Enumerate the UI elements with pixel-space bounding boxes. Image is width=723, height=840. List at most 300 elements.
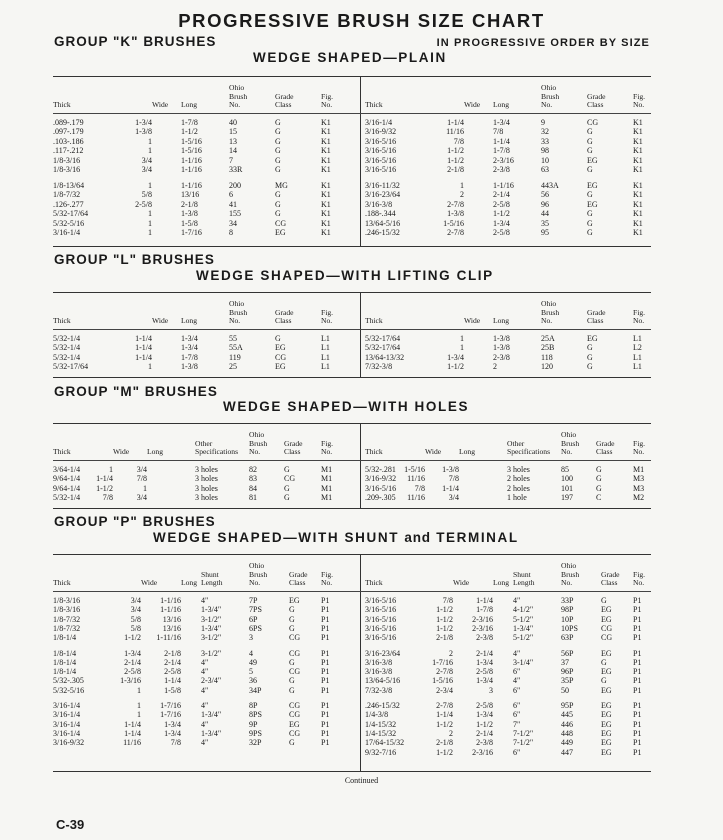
table-cell: 4": [201, 719, 209, 729]
table-cell: G: [289, 605, 295, 615]
column-header: Other Specifications: [195, 438, 239, 457]
table-cell: 1-3/4: [164, 728, 181, 738]
table-cell: P1: [633, 719, 642, 729]
table-cell: M1: [321, 483, 333, 493]
column-divider: [360, 293, 361, 377]
table-cell: 2-3/4": [201, 676, 222, 686]
table-cell: 1-5/16: [181, 146, 202, 156]
table-cell: K1: [321, 118, 331, 127]
table-cell: G: [284, 465, 290, 474]
table-cell: 4": [201, 657, 209, 667]
page-title: PROGRESSIVE BRUSH SIZE CHART: [178, 10, 545, 31]
table-cell: 1-3/4: [493, 118, 510, 127]
table-cell: 1-3/4: [164, 719, 181, 729]
table-cell: K1: [321, 155, 331, 165]
table-cell: 5/32-1/4: [53, 334, 81, 343]
table-cell: 7/8: [448, 474, 459, 484]
table-cell: K1: [633, 118, 643, 127]
group-p-subheading-and: and: [404, 530, 431, 545]
table-cell: L1: [321, 334, 330, 343]
table-cell: 1-3/8: [181, 209, 198, 219]
table-cell: 1/8-1/4: [53, 657, 77, 667]
table-cell: P1: [321, 605, 330, 615]
table-cell: 15: [229, 127, 237, 137]
group-p-heading: GROUP "P" BRUSHES: [54, 514, 216, 529]
table-cell: 1-3/4: [447, 352, 464, 362]
table-cell: CG: [284, 474, 296, 484]
table-cell: K1: [633, 209, 643, 219]
table-cell: EG: [601, 605, 612, 615]
table-cell: 2-5/8: [493, 199, 510, 209]
table-cell: 2-5/8: [164, 667, 181, 677]
table-cell: 13/16: [181, 190, 200, 200]
column-header: Wide: [464, 100, 481, 110]
table-cell: 3/4: [130, 605, 141, 615]
table-cell: P1: [321, 623, 330, 633]
table-cell: EG: [289, 596, 300, 605]
table-cell: K1: [321, 165, 331, 174]
table-cell: 1-1/4: [476, 596, 493, 605]
table-cell: K1: [633, 227, 643, 237]
column-header: Grade Class: [596, 438, 615, 457]
column-header: Ohio Brush No.: [249, 561, 268, 588]
table-cell: .246-15/32: [365, 227, 400, 237]
table-cell: G: [601, 676, 607, 686]
table-cell: 1/8-3/16: [53, 596, 81, 605]
table-cell: 101: [561, 483, 573, 493]
table-cell: P1: [633, 657, 642, 667]
table-cell: L1: [633, 352, 642, 362]
table-cell: CG: [289, 648, 301, 658]
table-cell: 445: [561, 710, 573, 720]
table-cell: 14: [229, 146, 237, 156]
table-cell: 1-5/8: [181, 218, 198, 228]
table-cell: 1-1/4: [164, 676, 181, 686]
table-cell: 2-3/8: [493, 165, 510, 174]
table-cell: 11/16: [407, 474, 425, 484]
column-header: Wide: [141, 578, 158, 588]
table-cell: 6": [513, 701, 521, 710]
column-header: Ohio Brush No.: [229, 299, 248, 326]
column-header: Wide: [464, 316, 481, 326]
table-cell: 40: [229, 118, 237, 127]
table-cell: 1-3/4: [476, 710, 493, 720]
table-cell: 1-1/2: [447, 155, 464, 165]
table-cell: 13/16: [162, 623, 181, 633]
table-cell: EG: [601, 701, 612, 710]
table-cell: P1: [633, 623, 642, 633]
table-cell: 2-5/8: [135, 199, 152, 209]
column-header: Thick: [365, 447, 383, 457]
table-cell: 1-3/8: [493, 343, 510, 353]
table-cell: 1-1/4: [124, 719, 141, 729]
column-header: Fig. No.: [633, 91, 646, 110]
column-header: Wide: [152, 100, 169, 110]
table-cell: 1-1/16: [181, 155, 202, 165]
table-cell: 1-1/2: [436, 605, 453, 615]
table-cell: 3/16-1/4: [53, 710, 81, 720]
group-k-table: [53, 76, 651, 247]
table-cell: 6": [513, 667, 521, 677]
table-cell: P1: [321, 685, 330, 695]
table-cell: 1/8-13/64: [53, 180, 85, 190]
table-cell: P1: [633, 685, 642, 695]
table-cell: 6": [513, 710, 521, 720]
table-cell: 2-3/8: [493, 352, 510, 362]
table-cell: 1-3/4: [124, 648, 141, 658]
column-divider: [360, 77, 361, 246]
table-cell: 98P: [561, 605, 574, 615]
table-cell: 7/8: [414, 483, 425, 493]
table-cell: 17/64-15/32: [365, 738, 405, 748]
group-m-heading: GROUP "M" BRUSHES: [54, 384, 218, 399]
table-cell: 2-5/8: [493, 227, 510, 237]
table-cell: CG: [601, 623, 613, 633]
table-cell: 4": [513, 648, 521, 658]
table-cell: 1-1/2: [96, 483, 113, 493]
table-cell: G: [289, 614, 295, 624]
group-m-subheading: WEDGE SHAPED—WITH HOLES: [223, 399, 470, 414]
table-cell: G: [587, 227, 593, 237]
table-cell: 11/16: [123, 738, 141, 748]
table-cell: 3 holes: [195, 465, 218, 474]
table-cell: M1: [321, 493, 333, 503]
column-header: Wide: [453, 578, 470, 588]
table-cell: L1: [633, 334, 642, 343]
table-cell: 81: [249, 493, 257, 503]
table-cell: 9/64-1/4: [53, 474, 81, 484]
table-cell: 200: [229, 180, 241, 190]
table-cell: EG: [601, 719, 612, 729]
table-cell: 1-1/16: [493, 180, 514, 190]
table-cell: 33R: [229, 165, 243, 174]
table-cell: 4-1/2": [513, 605, 534, 615]
table-cell: EG: [587, 199, 598, 209]
table-cell: 25: [229, 362, 237, 372]
table-cell: 5/8: [130, 614, 141, 624]
table-cell: M3: [633, 483, 645, 493]
table-cell: G: [601, 596, 607, 605]
table-cell: 3/16-5/16: [365, 483, 397, 493]
table-cell: 1-3/4": [201, 728, 222, 738]
table-cell: 34P: [249, 685, 262, 695]
table-cell: 3/16-5/16: [365, 614, 397, 624]
table-cell: 37: [561, 657, 569, 667]
table-cell: EG: [601, 667, 612, 677]
table-cell: K1: [633, 180, 643, 190]
table-cell: 1/8-7/32: [53, 623, 81, 633]
table-cell: 1-1/2: [493, 209, 510, 219]
table-cell: 1-1/2: [436, 719, 453, 729]
column-header: Grade Class: [275, 307, 294, 326]
table-cell: G: [587, 136, 593, 146]
table-cell: 13/64-5/16: [365, 218, 401, 228]
table-cell: 35: [541, 218, 549, 228]
table-cell: 1-1/2: [124, 633, 141, 643]
table-cell: L1: [321, 352, 330, 362]
table-cell: 2-1/4: [124, 657, 141, 667]
table-cell: 443A: [541, 180, 559, 190]
column-header: Fig. No.: [633, 438, 646, 457]
table-cell: 95P: [561, 701, 574, 710]
column-header: Grade Class: [284, 438, 303, 457]
table-cell: 5/32-5/16: [53, 218, 85, 228]
table-cell: 3/4: [448, 493, 459, 503]
table-cell: 1: [137, 685, 141, 695]
table-cell: G: [275, 146, 281, 156]
table-cell: 1-5/16: [404, 465, 425, 474]
table-cell: CG: [289, 710, 301, 720]
column-header: Ohio Brush No.: [249, 430, 268, 457]
table-cell: P1: [633, 701, 642, 710]
table-cell: P1: [321, 596, 330, 605]
table-cell: 1-3/8: [135, 127, 152, 137]
table-cell: G: [587, 165, 593, 174]
table-cell: M1: [633, 465, 645, 474]
table-cell: P1: [321, 657, 330, 667]
table-cell: 1-1/4: [124, 728, 141, 738]
table-cell: 1-1/4: [96, 474, 113, 484]
table-cell: 11/16: [446, 127, 464, 137]
table-cell: K1: [321, 218, 331, 228]
table-cell: 7/8: [493, 127, 504, 137]
table-cell: 1: [460, 343, 464, 353]
table-cell: .103-.186: [53, 136, 84, 146]
table-cell: G: [587, 352, 593, 362]
table-cell: 446: [561, 719, 573, 729]
header-rule: [53, 113, 651, 114]
table-cell: 7/8: [102, 493, 113, 503]
table-cell: 1/4-15/32: [365, 728, 397, 738]
table-cell: 3/16-1/4: [53, 728, 81, 738]
column-divider: [360, 555, 361, 771]
table-cell: EG: [587, 180, 598, 190]
table-cell: EG: [587, 334, 598, 343]
table-cell: 2-1/4: [164, 657, 181, 667]
table-cell: K1: [321, 146, 331, 156]
table-cell: P1: [633, 676, 642, 686]
table-cell: 1/8-1/4: [53, 633, 77, 643]
table-cell: P1: [633, 747, 642, 757]
table-cell: 2-3/16: [472, 623, 493, 633]
table-cell: 5/32-17/64: [365, 343, 401, 353]
column-header: Wide: [425, 447, 442, 457]
table-cell: 447: [561, 747, 573, 757]
table-cell: 32: [541, 127, 549, 137]
table-cell: P1: [633, 648, 642, 658]
table-cell: 2-7/8: [447, 199, 464, 209]
table-cell: M1: [321, 474, 333, 484]
table-cell: G: [596, 465, 602, 474]
table-cell: 448: [561, 728, 573, 738]
table-cell: G: [289, 738, 295, 748]
table-cell: 2 holes: [507, 483, 530, 493]
table-cell: 33P: [561, 596, 574, 605]
table-cell: K1: [321, 227, 331, 237]
table-cell: P1: [633, 605, 642, 615]
table-cell: 1/8-7/32: [53, 614, 81, 624]
table-cell: CG: [289, 667, 301, 677]
table-cell: 3/16-5/16: [365, 136, 397, 146]
table-cell: 5/32-1/4: [53, 343, 81, 353]
table-cell: 1: [148, 136, 152, 146]
table-cell: 2: [449, 648, 453, 658]
table-cell: G: [587, 218, 593, 228]
column-header: Ohio Brush No.: [541, 83, 560, 110]
table-cell: 1-1/16: [160, 605, 181, 615]
table-cell: P1: [321, 667, 330, 677]
column-header: Fig. No.: [321, 91, 334, 110]
table-cell: 9/64-1/4: [53, 483, 81, 493]
table-cell: 1-7/16: [181, 227, 202, 237]
table-cell: P1: [633, 728, 642, 738]
table-cell: 197: [561, 493, 573, 503]
table-cell: 1-1/2: [181, 127, 198, 137]
table-cell: 3/16-1/4: [53, 701, 81, 710]
table-cell: 32P: [249, 738, 262, 748]
table-cell: 1-3/8: [447, 209, 464, 219]
table-cell: 49: [249, 657, 257, 667]
table-cell: 5/32-5/16: [53, 685, 85, 695]
table-cell: 1-3/4: [181, 334, 198, 343]
table-cell: 3/4: [141, 165, 152, 174]
table-cell: 1/8-3/16: [53, 605, 81, 615]
table-cell: 5/32-1/4: [53, 493, 81, 503]
table-cell: P1: [321, 738, 330, 748]
column-header: Long: [181, 316, 198, 326]
table-cell: 3/16-9/32: [53, 738, 85, 748]
table-cell: 2-5/8: [476, 667, 493, 677]
table-cell: 5/8: [141, 190, 152, 200]
table-cell: 1-5/16: [443, 218, 464, 228]
table-cell: 1-11/16: [156, 633, 181, 643]
table-cell: K1: [633, 199, 643, 209]
table-cell: EG: [601, 648, 612, 658]
table-cell: 1-7/16: [160, 710, 181, 720]
table-cell: M1: [321, 465, 333, 474]
table-cell: 155: [229, 209, 241, 219]
table-cell: G: [275, 136, 281, 146]
table-cell: 3/16-3/8: [365, 667, 393, 677]
table-cell: 1-1/2: [447, 362, 464, 372]
table-cell: 1: [148, 218, 152, 228]
table-cell: G: [275, 199, 281, 209]
table-cell: 36: [249, 676, 257, 686]
table-cell: 2-7/8: [436, 701, 453, 710]
table-cell: 1/8-3/16: [53, 165, 81, 174]
table-cell: 1-1/4: [135, 352, 152, 362]
table-cell: CG: [275, 352, 287, 362]
table-cell: L1: [321, 343, 330, 353]
table-cell: 3/16-5/16: [365, 155, 397, 165]
table-cell: 25B: [541, 343, 555, 353]
table-cell: 13: [229, 136, 237, 146]
table-cell: 7/8: [170, 738, 181, 748]
group-l-table: [53, 292, 651, 378]
column-header: Thick: [365, 100, 383, 110]
table-cell: 1-7/8: [476, 605, 493, 615]
table-cell: 55: [229, 334, 237, 343]
table-cell: K1: [633, 165, 643, 174]
table-cell: 3/16-1/4: [365, 118, 393, 127]
column-divider: [360, 424, 361, 508]
table-cell: 1-3/4": [513, 623, 534, 633]
group-m-table: [53, 423, 651, 509]
table-cell: 1-1/2: [447, 146, 464, 156]
table-cell: P1: [321, 614, 330, 624]
table-cell: 96P: [561, 667, 574, 677]
table-cell: CG: [587, 118, 599, 127]
table-cell: .209-.305: [365, 493, 396, 503]
table-cell: 2-1/8: [447, 165, 464, 174]
table-cell: G: [601, 657, 607, 667]
table-cell: 1-7/16: [160, 701, 181, 710]
table-cell: 118: [541, 352, 553, 362]
table-cell: G: [275, 334, 281, 343]
table-cell: 63: [541, 165, 549, 174]
table-cell: 5/32-17/64: [53, 209, 89, 219]
table-cell: 5: [249, 667, 253, 677]
table-cell: 1-3/8: [442, 465, 459, 474]
table-cell: 8: [229, 227, 233, 237]
table-cell: 100: [561, 474, 573, 484]
page-number: C-39: [56, 817, 85, 832]
column-header: Fig. No.: [633, 569, 646, 588]
table-cell: 1-1/2: [476, 719, 493, 729]
table-cell: 1: [148, 180, 152, 190]
table-cell: 3/16-11/32: [365, 180, 400, 190]
table-cell: P1: [633, 710, 642, 720]
table-cell: 3/4: [130, 596, 141, 605]
table-cell: 5/32-17/64: [365, 334, 401, 343]
table-cell: .188-.344: [365, 209, 396, 219]
table-cell: 3/16-5/16: [365, 623, 397, 633]
table-cell: 6": [513, 747, 521, 757]
table-cell: 3-1/2": [201, 648, 222, 658]
table-cell: G: [275, 165, 281, 174]
column-header: Long: [147, 447, 164, 457]
table-cell: 3/16-1/4: [53, 227, 81, 237]
table-cell: 1: [148, 227, 152, 237]
table-cell: 96: [541, 199, 549, 209]
column-header: Thick: [53, 447, 71, 457]
table-cell: 2: [460, 190, 464, 200]
column-header: Long: [493, 316, 510, 326]
table-cell: 1-5/16: [181, 136, 202, 146]
table-cell: G: [289, 676, 295, 686]
table-cell: 5/32-17/64: [53, 362, 89, 372]
table-cell: P1: [633, 614, 642, 624]
table-cell: G: [587, 343, 593, 353]
table-cell: 2-3/16: [493, 155, 514, 165]
table-cell: P1: [321, 633, 330, 643]
table-cell: 7/8: [136, 474, 147, 484]
table-cell: K1: [321, 209, 331, 219]
column-header: Grade Class: [601, 569, 620, 588]
table-cell: K1: [321, 190, 331, 200]
table-cell: 41: [229, 199, 237, 209]
table-cell: .126-.277: [53, 199, 84, 209]
table-cell: 2-5/8: [476, 701, 493, 710]
table-cell: 7/8: [453, 136, 464, 146]
table-cell: 1: [143, 483, 147, 493]
table-cell: 4": [201, 685, 209, 695]
table-cell: 3/4: [141, 155, 152, 165]
table-cell: 1-7/8: [493, 146, 510, 156]
column-header: Ohio Brush No.: [561, 430, 580, 457]
table-cell: 1-1/2: [436, 747, 453, 757]
group-l-subheading: WEDGE SHAPED—WITH LIFTING CLIP: [196, 268, 494, 283]
